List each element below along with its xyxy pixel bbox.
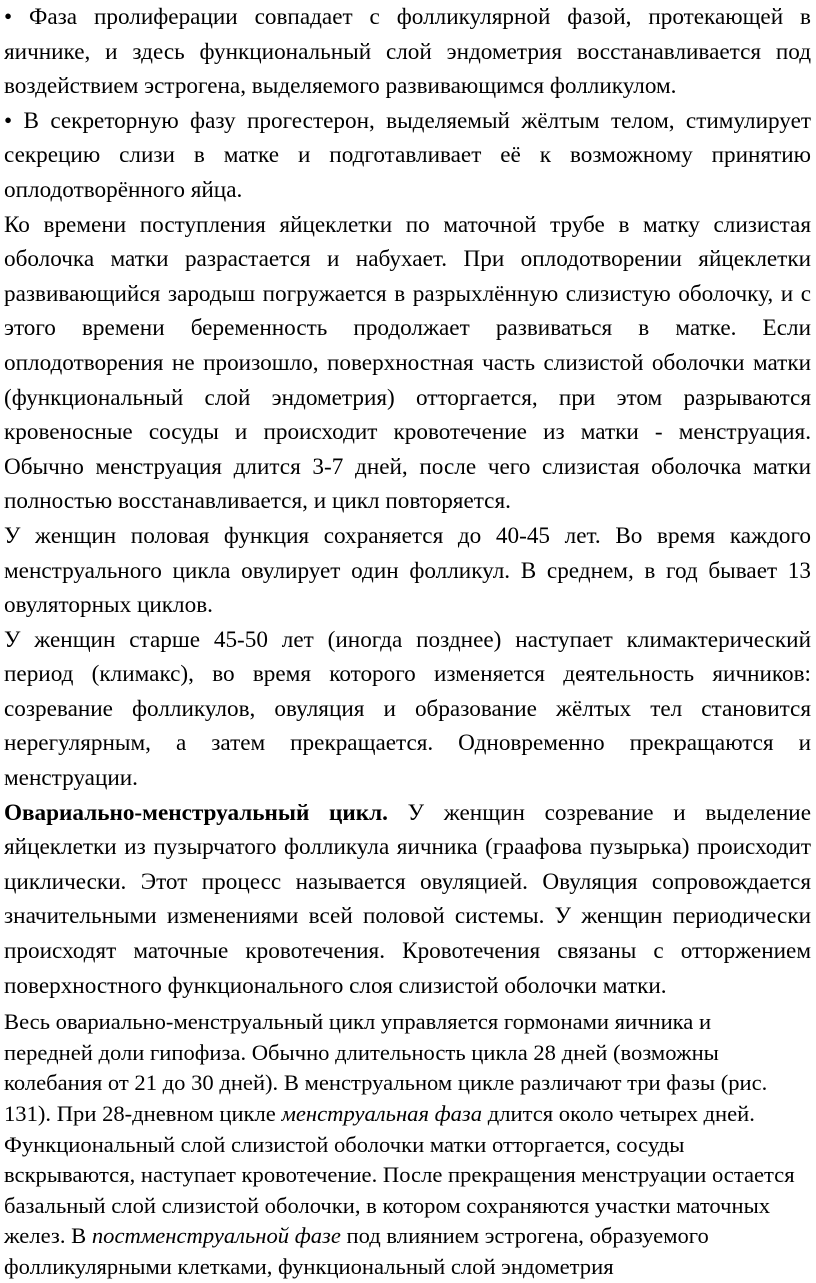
paragraph-text: Ко времени поступления яйцеклетки по маточной трубе в матку слизистая оболочка матки разрастается и набухает. При оплодотворении яйцеклетки развивающийся зародыш погружается в разрыхлённую слизистую оболочку, и с этого времени беременность продолжает развиваться в матке. Если оплодотворения не произошло, поверхностная часть слизистой оболочки матки (функциональный слой эндометрия) отторгается, при этом разрываются кровеносные сосуды и происходит кровотечение из матки - менструация. Обычно менструация длится 3-7 дней, после чего слизистая оболочка матки полностью восстанавливается, и цикл повторяется. [4, 211, 811, 515]
paragraph-climacteric [0, 623, 816, 796]
paragraph-text: Весь овариально-менструальный цикл управляется гормонами яичника и передней доли гипофиза. Обычно длительность цикла 28 дней (возможны колебания от 21 до 30 дней). В менструальном цикле различают три фазы (рис. 131). При 28-дневном цикле [4, 1009, 768, 1126]
paragraph-text: длится около четырех дней. Функциональный слой слизистой оболочки матки отторгается, сосуды вскрываются, наступает кровотечение. После прекращения менструации остается базальный слой слизистой оболочки, в котором сохраняются участки маточных желез. В [4, 1101, 795, 1249]
italic-term-postmenstrual-phase: постменструальной фазе [91, 1223, 341, 1249]
paragraph-text: У женщин старше 45-50 лет (иногда позднее) наступает климактерический период (климакс), во время которого изменяется деятельность яичников: созревание фолликулов, овуляция и образование жёлтых тел становится нерегулярным, а затем прекращается. Одновременно прекращаются и менструации. [4, 626, 811, 792]
paragraph-text: У женщин половая функция сохраняется до 40-45 лет. Во время каждого менструального цикла овулирует один фолликул. В среднем, в год бывает 13 овуляторных циклов. [4, 522, 811, 619]
paragraph-text: под влиянием эстрогена, образуемого фолликулярными клетками, функциональный слой эндометрия [4, 1223, 709, 1279]
section-heading: Овариально-менструальный цикл. [4, 799, 388, 826]
italic-term-menstrual-phase: менструальная фаза [281, 1101, 483, 1126]
paragraph-proliferation-phase [0, 0, 816, 104]
paragraph-cycle-phases [0, 1007, 816, 1282]
paragraph-text: • Фаза пролиферации совпадает с фолликулярной фазой, протекающей в яичнике, и здесь функциональный слой эндометрия восстанавливается под воздействием эстрогена, выделяемого развивающимся фолликулом. [4, 4, 811, 100]
paragraph-text: У женщин созревание и выделение яйцеклетки из пузырчатого фолликула яичника (граафова пузырька) происходит циклически. Этот процесс называется овуляцией. Овуляция сопровождается значительными изменениями всей половой системы. У женщин периодически происходят маточные кровотечения. Кровотечения связаны с отторжением поверхностного функционального слоя слизистой оболочки матки. [4, 799, 811, 999]
paragraph-text: • В секреторную фазу прогестерон, выделяемый жёлтым телом, стимулирует секрецию слизи в матке и подготавливает её к возможному принятию оплодотворённого яйца. [4, 107, 811, 203]
paragraph-reproductive-age [0, 519, 816, 623]
paragraph-secretory-phase [0, 104, 816, 208]
paragraph-fertilization [0, 208, 816, 519]
paragraph-ovarian-menstrual-cycle [0, 796, 816, 1004]
